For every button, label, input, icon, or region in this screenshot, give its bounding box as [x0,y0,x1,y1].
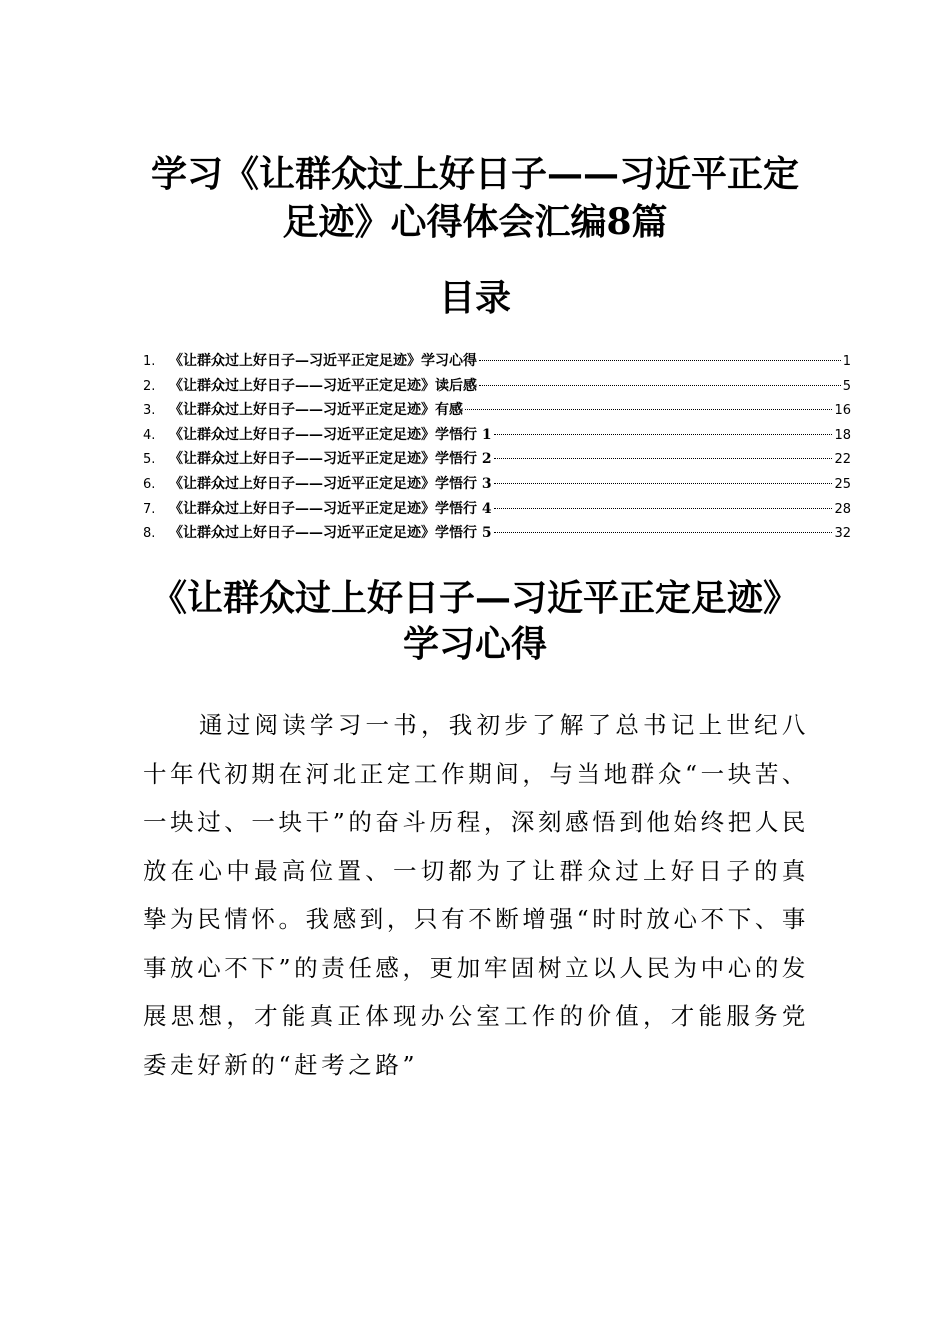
toc-entry-1[interactable] [143,349,851,374]
article-title-line-1: 《让群众过上好日子—习近平正定足迹》 [150,577,799,619]
toc-entry-4[interactable] [143,423,851,448]
toc-entry-title: 《让群众过上好日子——习近平正定足迹》学悟行 5 [169,525,492,542]
article-body-paragraph: 通过阅读学习一书，我初步了解了总书记上世纪八十年代初期在河北正定工作期间，与当地群众“一块苦、一块过、一块干”的奋斗历程，深刻感悟到他始终把人民放在心中最高位置、一切都为了让群众过上好日子的真挚为民情怀。我感到，只有不断增强“时时放心不下、事事放心不下”的责任感，更加牢固树立以人民为中心的发展思想，才能真正体现办公室工作的价值，才能服务党委走好新的“赶考之路” [143,711,810,1079]
toc-heading: 目录 [438,277,511,319]
toc-entry-title: 《让群众过上好日子——习近平正定足迹》学悟行 2 [169,451,492,468]
toc-dot-leader [494,434,833,435]
toc-entry-8[interactable] [143,521,851,546]
toc-entry-number: 3. [143,403,156,419]
toc-entry-number: 6. [143,476,156,492]
toc-entry-number: 4. [143,427,156,443]
toc-entry-title: 《让群众过上好日子——习近平正定足迹》有感 [169,402,463,419]
toc-dot-leader [465,409,832,410]
toc-entry-title: 《让群众过上好日子——习近平正定足迹》读后感 [169,377,477,394]
toc-entry-page: 5 [842,378,851,394]
toc-dot-leader [494,508,833,509]
toc-entry-number: 2. [143,378,156,394]
toc-dot-leader [494,483,833,484]
toc-entry-5[interactable] [143,447,851,472]
toc-entry-number: 8. [143,526,156,542]
toc-entry-6[interactable] [143,472,851,497]
toc-entry-number: 1. [143,354,156,369]
toc-entry-page: 25 [834,476,851,492]
table-of-contents [143,349,851,546]
toc-dot-leader [479,385,841,386]
toc-dot-leader [494,532,833,533]
toc-entry-page: 28 [834,501,851,517]
toc-entry-number: 7. [143,501,156,517]
toc-entry-title: 《让群众过上好日子——习近平正定足迹》学悟行 1 [169,426,492,443]
toc-entry-page: 18 [834,427,851,443]
toc-entry-page: 16 [834,403,851,419]
toc-dot-leader [479,360,841,361]
toc-entry-7[interactable] [143,497,851,522]
toc-entry-2[interactable] [143,374,851,399]
toc-entry-title: 《让群众过上好日子—习近平正定足迹》学习心得 [169,353,477,369]
toc-entry-number: 5. [143,452,156,468]
document-title-line-1: 学习《让群众过上好日子——习近平正定 [150,153,799,195]
toc-entry-page: 1 [842,354,851,369]
toc-entry-title: 《让群众过上好日子——习近平正定足迹》学悟行 3 [169,475,492,492]
article-title-line-2: 学习心得 [402,623,547,665]
toc-entry-page: 32 [834,526,851,542]
toc-dot-leader [494,458,833,459]
toc-entry-page: 22 [834,452,851,468]
toc-entry-title: 《让群众过上好日子——习近平正定足迹》学悟行 4 [169,500,492,517]
document-title-line-2: 足迹》心得体会汇编8篇 [282,201,668,243]
toc-entry-3[interactable] [143,398,851,423]
